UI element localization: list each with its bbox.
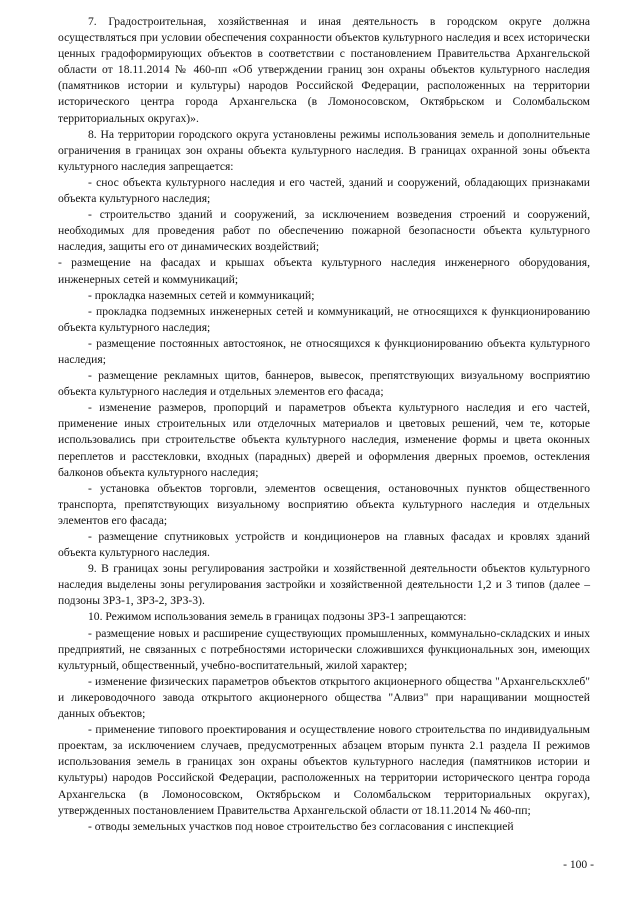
paragraph: - размещение рекламных щитов, баннеров, вывесок, препятствующих визуальному восприятию объекта культурного наследия и отдельных элементов его фасада; <box>58 369 590 399</box>
paragraph: 8. На территории городского округа установлены режимы использования земель и дополнительные ограничения в границах зон охраны объекта культурного наследия. В границах охранной зоны объекта культурного наследия запрещается: <box>58 127 590 173</box>
paragraph: - изменение физических параметров объектов открытого акционерного общества "Архангельскхлеб" и ликероводочного завода открытого акционерного общества "Алвиз" при наращивании мощностей данных объектов; <box>58 674 590 721</box>
paragraph: 7. Градостроительная, хозяйственная и иная деятельность в городском округе должна осуществляться при условии обеспечения сохранности объектов культурного наследия и всех исторически ценных градоформирующих объектов в соответствии с постановлением Правительства Архангельской области от 18.11.2014 № 460-пп «Об утверждении границ зон охраны объектов культурного наследия (памятников истории и культуры) народов Российской Федерации, расположенных на территории исторического центра города Архангельска (в Ломоносовском, Октябрьском и Соломбальском территориальных округах)». <box>58 15 590 125</box>
paragraph: - строительство зданий и сооружений, за исключением возведения строений и сооружений, необходимых для проведения работ по обеспечению пожарной безопасности объекта культурного наследия, защиты его от динамических воздействий; <box>58 208 590 254</box>
paragraph: - установка объектов торговли, элементов освещения, остановочных пунктов общественного транспорта, препятствующих визуальному восприятию объекта культурного наследия и отдельных элементов его фасада; <box>58 481 590 527</box>
paragraph: - снос объекта культурного наследия и его частей, зданий и сооружений, обладающих признаками объекта культурного наследия; <box>58 175 590 206</box>
paragraph: 9. В границах зоны регулирования застройки и хозяйственной деятельности объектов культурного наследия выделены зоны регулирования застройки и хозяйственной деятельности 1,2 и 3 типов (далее – подзоны ЗРЗ-1, ЗРЗ-2, ЗРЗ-3). <box>58 562 590 608</box>
page-number: - 100 - <box>563 858 594 871</box>
paragraph: - размещение постоянных автостоянок, не относящихся к функционированию объекта культурного наследия; <box>58 336 590 366</box>
paragraph: - размещение спутниковых устройств и кондиционеров на главных фасадах и кровлях зданий объекта культурного наследия. <box>58 530 590 560</box>
paragraph: - применение типового проектирования и осуществление нового строительства по индивидуальным проектам, за исключением случаев, предусмотренных абзацем вторым пункта 2.1 раздела II режимов использования земель в границах зон охраны объектов культурного наследия (памятников истории и культуры) народов Российской Федерации, расположенных на территории исторического центра города Архангельска (в Ломоносовском, Октябрьском и Соломбальском территориальных округах), утвержденных постановлением Правительства Архангельской области от 18.11.2014 № 460-пп; <box>58 723 590 817</box>
paragraph: - размещение новых и расширение существующих промышленных, коммунально-складских и иных предприятий, не связанных с потребностями исторически сложившихся функциональных зон, имеющих культурный, общественный, учебно-воспитательный, жилой характер; <box>58 626 590 672</box>
paragraph: - прокладка наземных сетей и коммуникаций; <box>88 288 315 302</box>
paragraph: 10. Режимом использования земель в границах подзоны ЗРЗ-1 запрещаются: <box>88 610 467 624</box>
paragraph: - размещение на фасадах и крышах объекта культурного наследия инженерного оборудования, инженерных сетей и коммуникаций; <box>58 256 590 286</box>
paragraph: - прокладка подземных инженерных сетей и коммуникаций, не относящихся к функционированию объекта культурного наследия; <box>58 304 590 334</box>
document-body <box>58 14 590 835</box>
paragraph: - изменение размеров, пропорций и параметров объекта культурного наследия и его частей, применение иных строительных или отделочных материалов и цветовых решений, чем те, которые использовались при строительстве объекта культурного наследия, изменение формы и цвета оконных переплетов и расстекловки, входных (парадных) дверей и оформления дверных проемов, остекления балконов объекта культурного наследия; <box>58 401 590 479</box>
paragraph: - отводы земельных участков под новое строительство без согласования с инспекцией <box>88 819 514 833</box>
